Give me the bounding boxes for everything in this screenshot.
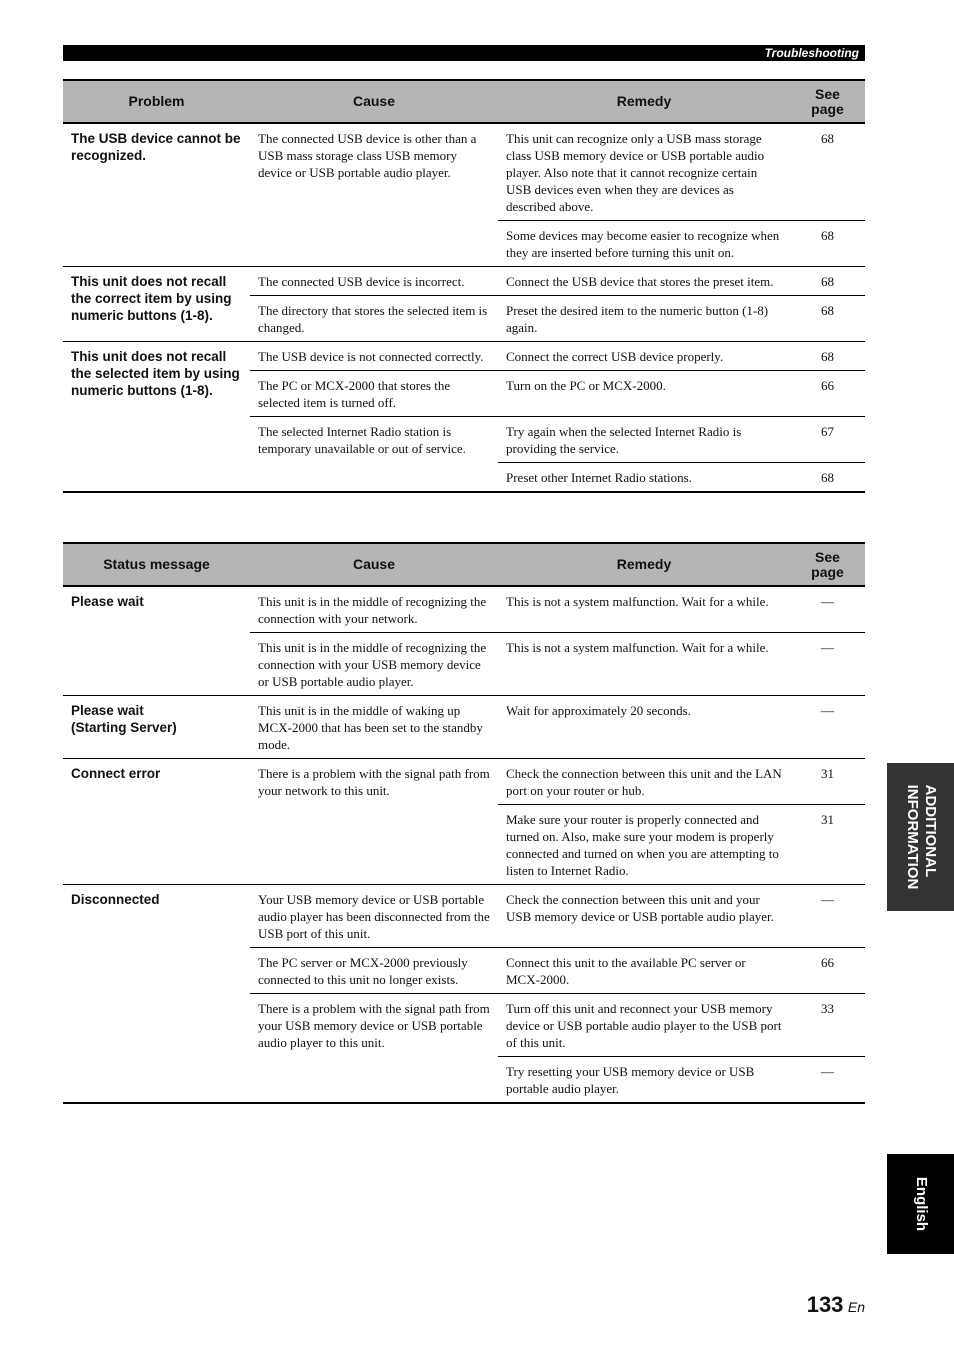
problem-cell: Please wait: [71, 594, 144, 609]
remedy-cell: Connect the USB device that stores the preset item.: [506, 274, 774, 289]
table-row: [63, 696, 865, 759]
remedy-cell: Try resetting your USB memory device or USB portable audio player.: [498, 1057, 790, 1104]
see-page-cell: 68: [821, 274, 834, 289]
remedy-cell: Check the connection between this unit and the LAN port on your router or hub.: [506, 766, 782, 798]
header-problem: Problem: [63, 80, 250, 123]
see-page-cell: —: [821, 892, 834, 907]
see-page-cell: —: [790, 1057, 865, 1104]
see-page-cell: 68: [790, 296, 865, 342]
cause-cell: The directory that stores the selected item is changed.: [250, 296, 498, 342]
see-page-cell: 33: [790, 994, 865, 1057]
remedy-cell: Preset other Internet Radio stations.: [498, 463, 790, 493]
header-see-page: See page: [790, 80, 865, 123]
status-message-table: [63, 542, 865, 1104]
section-title: Troubleshooting: [764, 46, 859, 60]
remedy-cell: Connect the correct USB device properly.: [506, 349, 724, 364]
remedy-cell: Wait for approximately 20 seconds.: [506, 703, 691, 718]
see-page-cell: 68: [790, 463, 865, 493]
see-page-cell: 66: [790, 371, 865, 417]
remedy-cell: This is not a system malfunction. Wait for a while.: [506, 594, 769, 609]
cause-cell: The selected Internet Radio station is temporary unavailable or out of service.: [250, 417, 498, 493]
header-cause: Cause: [250, 543, 498, 586]
problem-cell: Connect error: [71, 766, 161, 781]
page-language: En: [847, 1299, 865, 1315]
header-see-page: See page: [790, 543, 865, 586]
see-page-cell: —: [821, 703, 834, 718]
header-remedy: Remedy: [498, 80, 790, 123]
side-tab-label: ADDITIONAL INFORMATION: [903, 784, 939, 890]
cause-cell: This unit is in the middle of recognizing the connection with your network.: [258, 594, 487, 626]
side-tab-label: English: [912, 1176, 930, 1232]
problem-cell: The USB device cannot be recognized.: [71, 131, 241, 163]
cause-cell: Your USB memory device or USB portable audio player has been disconnected from the USB port of this unit.: [258, 892, 490, 941]
header-cause: Cause: [250, 80, 498, 123]
see-page-cell: —: [821, 594, 834, 609]
table-row: [63, 123, 865, 221]
table-header-row: [63, 80, 865, 123]
remedy-cell: Connect this unit to the available PC server or MCX-2000.: [498, 948, 790, 994]
side-tab-english: [887, 1154, 954, 1254]
cause-cell: There is a problem with the signal path from your network to this unit.: [258, 766, 490, 798]
see-page-cell: 68: [821, 349, 834, 364]
remedy-cell: Make sure your router is properly connected and turned on. Also, make sure your modem is properly connected and turned on when you are attempting to listen to Internet Radio.: [498, 805, 790, 885]
cause-cell: The connected USB device is other than a USB mass storage class USB memory device or USB portable audio player.: [258, 131, 477, 180]
table-header-row: [63, 543, 865, 586]
problem-cell: Please wait (Starting Server): [71, 703, 177, 735]
table-row: [63, 759, 865, 805]
remedy-cell: This unit can recognize only a USB mass storage class USB memory device or USB portable audio player. Also note that it cannot recognize certain USB devices even when they are devices as described above.: [506, 131, 765, 214]
see-page-cell: 67: [790, 417, 865, 463]
remedy-cell: Turn on the PC or MCX-2000.: [498, 371, 790, 417]
see-page-cell: —: [790, 633, 865, 696]
page-number-value: 133: [806, 1292, 844, 1317]
header-status-message: Status message: [63, 543, 250, 586]
side-tab-additional-information: [887, 763, 954, 911]
see-page-cell: 66: [790, 948, 865, 994]
see-page-cell: 31: [821, 766, 834, 781]
cause-cell: The connected USB device is incorrect.: [258, 274, 465, 289]
problem-cell: This unit does not recall the selected item by using numeric buttons (1-8).: [71, 349, 240, 398]
remedy-cell: Try again when the selected Internet Radio is providing the service.: [498, 417, 790, 463]
see-page-cell: 68: [821, 131, 834, 146]
table-row: [63, 885, 865, 948]
cause-cell: There is a problem with the signal path from your USB memory device or USB portable audio player to this unit.: [250, 994, 498, 1104]
remedy-cell: Some devices may become easier to recognize when they are inserted before turning this unit on.: [498, 221, 790, 267]
usb-troubleshooting-table: [63, 79, 865, 493]
cause-cell: This unit is in the middle of waking up MCX-2000 that has been set to the standby mode.: [258, 703, 483, 752]
cause-cell: The USB device is not connected correctly.: [258, 349, 484, 364]
cause-cell: This unit is in the middle of recognizing the connection with your USB memory device or USB portable audio player.: [250, 633, 498, 696]
section-header-bar: [63, 45, 865, 61]
problem-cell: Disconnected: [71, 892, 160, 907]
remedy-cell: Turn off this unit and reconnect your USB memory device or USB portable audio player to the USB port of this unit.: [498, 994, 790, 1057]
remedy-cell: This is not a system malfunction. Wait for a while.: [498, 633, 790, 696]
problem-cell: This unit does not recall the correct item by using numeric buttons (1-8).: [71, 274, 232, 323]
table-row: [63, 267, 865, 296]
table-row: [63, 342, 865, 371]
cause-cell: The PC or MCX-2000 that stores the selected item is turned off.: [250, 371, 498, 417]
page-number: [807, 1292, 865, 1318]
remedy-cell: Preset the desired item to the numeric button (1-8) again.: [498, 296, 790, 342]
see-page-cell: 68: [790, 221, 865, 267]
table-row: [63, 586, 865, 633]
see-page-cell: 31: [790, 805, 865, 885]
cause-cell: The PC server or MCX-2000 previously connected to this unit no longer exists.: [250, 948, 498, 994]
remedy-cell: Check the connection between this unit and your USB memory device or USB portable audio player.: [506, 892, 774, 924]
header-remedy: Remedy: [498, 543, 790, 586]
